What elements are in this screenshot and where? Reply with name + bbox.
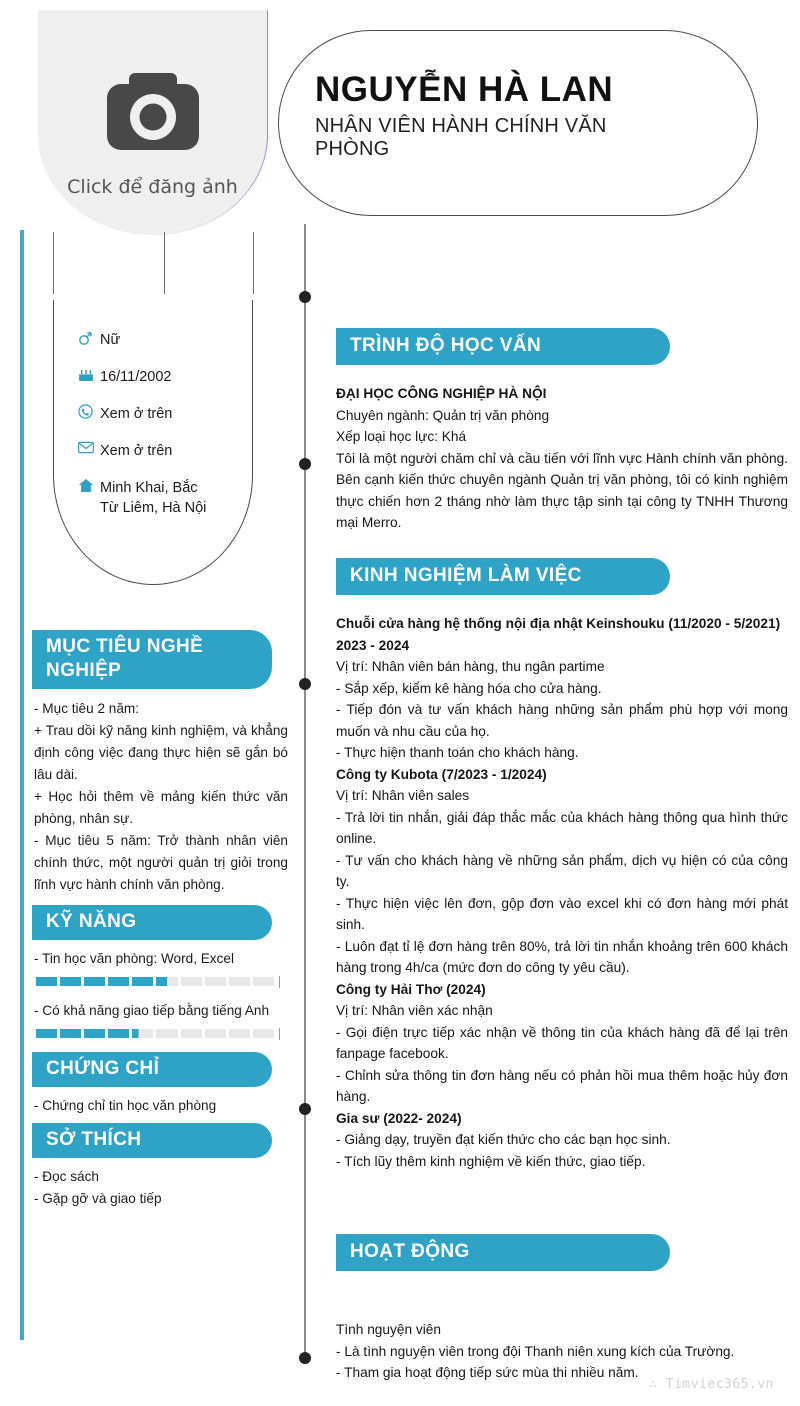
education-summary: Tôi là một người chăm chỉ và cầu tiến với lĩnh vực Hành chính văn phòng. Bên cạnh kiến thức chuyên ngành Quản trị văn phòng, tôi có kinh nghiệm thực chiến hơn 2 tháng nhờ làm thực tập sinh tại công ty TNHH Thương mại Merro. xyxy=(336,450,788,530)
home-icon xyxy=(78,478,100,493)
skill-segment xyxy=(156,977,177,986)
section-title-experience: KINH NGHIỆM LÀM VIỆC xyxy=(336,558,670,595)
experience-job xyxy=(336,613,788,764)
contact-value: 16/11/2002 xyxy=(100,369,172,385)
header-text-group xyxy=(315,72,735,161)
skill-segment xyxy=(132,977,153,986)
activities-body xyxy=(336,1319,788,1384)
skill-label: - Tin học văn phòng: Word, Excel xyxy=(34,951,234,966)
contact-item-phone[interactable] xyxy=(78,404,263,424)
objective-line: + Trau dồi kỹ năng kinh nghiệm, và khẳng định công việc đang thực hiện sẽ gắn bó lâu dài. xyxy=(34,723,288,782)
objective-body xyxy=(32,698,294,896)
skill-segment xyxy=(181,1029,202,1038)
section-title-objective: MỤC TIÊU NGHỀ NGHIỆP xyxy=(32,630,272,689)
right-column-activities xyxy=(336,1234,788,1384)
job-company: Công ty Kubota (7/2023 - 1/2024) xyxy=(336,766,547,782)
skill-segment xyxy=(108,977,129,986)
divider-tick-1 xyxy=(53,232,54,294)
objective-line: - Mục tiêu 2 năm: xyxy=(34,701,140,716)
section-title-skills: KỸ NĂNG xyxy=(32,905,272,940)
activity-heading: Tình nguyện viên xyxy=(336,1322,442,1337)
skill-segment xyxy=(36,977,57,986)
skill-segment xyxy=(60,1029,81,1038)
section-title-hobbies: SỞ THÍCH xyxy=(32,1123,272,1158)
skill-segment xyxy=(132,1029,153,1038)
job-duty: - Gọi điện trực tiếp xác nhận về thông tin của khách hàng đã để lại trên fanpage facebook. xyxy=(336,1024,788,1061)
camera-icon xyxy=(99,47,207,162)
job-duty: - Giảng dạy, truyền đạt kiến thức cho các bạn học sinh. xyxy=(336,1132,671,1147)
skill-segment xyxy=(60,977,81,986)
job-title: NHÂN VIÊN HÀNH CHÍNH VĂN PHÒNG xyxy=(315,114,607,160)
skill-segment xyxy=(181,977,202,986)
job-position: Vị trí: Nhân viên xác nhận xyxy=(336,1003,493,1018)
skill-segment xyxy=(229,1029,250,1038)
contact-item-birthday[interactable] xyxy=(78,367,263,387)
email-icon xyxy=(78,441,100,454)
activity-line: - Tham gia hoạt động tiếp sức mùa thi nhiều năm. xyxy=(336,1365,639,1380)
skill-bar-end xyxy=(279,1028,280,1040)
left-column xyxy=(32,630,294,1210)
skill-bar xyxy=(36,1029,280,1038)
section-title-certificates: CHỨNG CHỈ xyxy=(32,1052,272,1087)
job-duty: - Chỉnh sửa thông tin đơn hàng nếu có phản hồi mua thêm hoặc hủy đơn hàng. xyxy=(336,1067,788,1104)
skill-segment xyxy=(36,1029,57,1038)
skill-bar xyxy=(36,977,280,986)
objective-line: + Học hỏi thêm về mảng kiến thức văn phòng, nhân sự. xyxy=(34,789,288,826)
hobby-line: - Đọc sách xyxy=(34,1169,99,1184)
skill-segment xyxy=(253,977,274,986)
phone-icon xyxy=(78,404,100,419)
watermark: ∴ Timviec365.vn xyxy=(649,1377,774,1392)
skill-label: - Có khả năng giao tiếp bằng tiếng Anh xyxy=(34,1003,270,1018)
timeline-dot xyxy=(299,458,311,470)
skill-segment xyxy=(253,1029,274,1038)
skill-segment xyxy=(84,977,105,986)
timeline-dot xyxy=(299,1103,311,1115)
job-duty: - Thực hiện thanh toán cho khách hàng. xyxy=(336,745,579,760)
timeline-line xyxy=(304,224,306,1364)
divider-tick-3 xyxy=(253,232,254,294)
job-position: Vị trí: Nhân viên bán hàng, thu ngân partime xyxy=(336,659,605,674)
divider-tick-2 xyxy=(164,232,165,294)
job-duty: - Tích lũy thêm kinh nghiệm về kiến thức, giao tiếp. xyxy=(336,1153,646,1169)
education-grade: Xếp loại học lực: Khá xyxy=(336,429,467,444)
hobby-line: - Gặp gỡ và giao tiếp xyxy=(34,1191,162,1206)
left-accent-line xyxy=(20,230,24,1340)
education-major: Chuyên ngành: Quản trị văn phòng xyxy=(336,407,550,423)
section-title-education: TRÌNH ĐỘ HỌC VẤN xyxy=(336,328,670,365)
skills-body xyxy=(32,948,294,1038)
skill-bar-end xyxy=(279,976,280,988)
job-period: 2023 - 2024 xyxy=(336,637,410,653)
job-company: Công ty Hải Thơ (2024) xyxy=(336,981,486,997)
experience-job xyxy=(336,764,788,979)
certificates-body xyxy=(32,1095,294,1117)
job-company: Gia sư (2022- 2024) xyxy=(336,1110,462,1126)
job-duty: - Luôn đạt tỉ lệ đơn hàng trên 80%, trả lời tin nhắn khoảng trên 600 khách hàng trong 4h/ca (mức đơn do công ty yêu cầu). xyxy=(336,938,788,975)
timeline-dot xyxy=(299,1352,311,1364)
contact-item-address[interactable] xyxy=(78,478,263,518)
job-duty: - Sắp xếp, kiểm kê hàng hóa cho cửa hàng. xyxy=(336,680,602,696)
skill-segment xyxy=(205,1029,226,1038)
education-body xyxy=(336,383,788,534)
skill-segment xyxy=(229,977,250,986)
contact-item-email[interactable] xyxy=(78,441,263,461)
skill-segment xyxy=(84,1029,105,1038)
certificate-line: - Chứng chỉ tin học văn phòng xyxy=(34,1098,217,1113)
contact-value: Nữ xyxy=(100,332,121,348)
skill-segment xyxy=(108,1029,129,1038)
right-column-education xyxy=(336,328,788,534)
experience-job xyxy=(336,979,788,1108)
birthday-icon xyxy=(78,367,100,383)
photo-caption: Click để đăng ảnh xyxy=(67,176,238,198)
job-company: Chuỗi cửa hàng hệ thống nội địa nhật Keinshouku (11/2020 - 5/2021) xyxy=(336,616,781,631)
photo-upload-area[interactable] xyxy=(38,10,268,235)
hobbies-body xyxy=(32,1166,294,1210)
gender-icon xyxy=(78,330,100,346)
contact-list xyxy=(78,330,263,535)
skill-segment xyxy=(156,1029,177,1038)
contact-value: Xem ở trên xyxy=(100,443,173,459)
job-position: Vị trí: Nhân viên sales xyxy=(336,788,470,803)
job-duty: - Tiếp đón và tư vấn khách hàng những sản phẩm phù hợp với mong muốn và nhu cầu của họ. xyxy=(336,702,788,739)
timeline-dot xyxy=(299,291,311,303)
skill-segment xyxy=(205,977,226,986)
objective-line: - Mục tiêu 5 năm: Trở thành nhân viên chính thức, một người quản trị giỏi trong lĩnh vực hành chính văn phòng. xyxy=(34,833,288,892)
experience-job xyxy=(336,1108,788,1173)
contact-item-gender[interactable] xyxy=(78,330,263,350)
right-column-experience xyxy=(336,558,788,1172)
activity-line: - Là tình nguyện viên trong đội Thanh niên xung kích của Trường. xyxy=(336,1343,735,1359)
contact-value: Minh Khai, Bắc Từ Liêm, Hà Nội xyxy=(100,480,207,516)
job-duty: - Trả lời tin nhắn, giải đáp thắc mắc của khách hàng thông qua hình thức online. xyxy=(336,809,788,846)
job-duty: - Tư vấn cho khách hàng về những sản phẩm, dịch vụ hiện có của công ty. xyxy=(336,852,788,889)
section-title-activities: HOẠT ĐỘNG xyxy=(336,1234,670,1271)
timeline-dot xyxy=(299,678,311,690)
job-duty: - Thực hiện việc lên đơn, gộp đơn vào excel khi có đơn hàng mới phát sinh. xyxy=(336,895,788,932)
school-name: ĐẠI HỌC CÔNG NGHIỆP HÀ NỘI xyxy=(336,386,547,401)
contact-value: Xem ở trên xyxy=(100,406,173,422)
experience-body xyxy=(336,613,788,1172)
page-title: NGUYỄN HÀ LAN xyxy=(315,70,614,109)
